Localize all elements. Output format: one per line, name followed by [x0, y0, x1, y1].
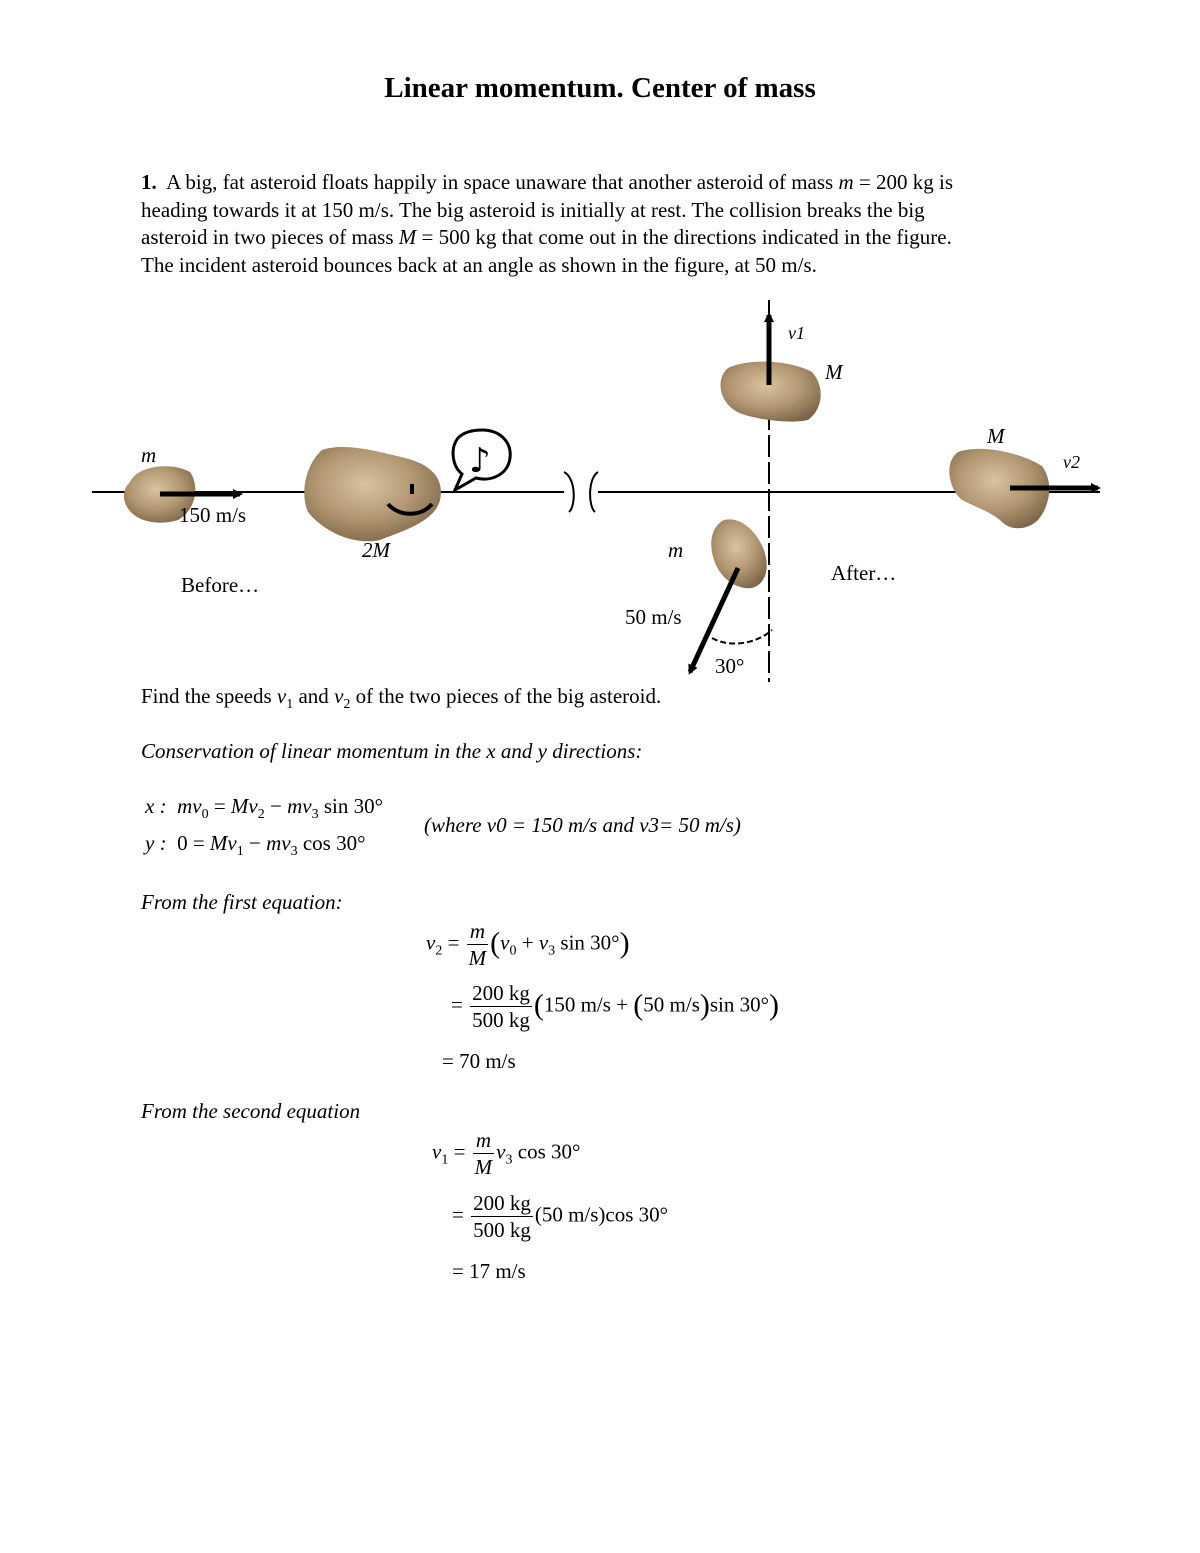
label-m-after: m [668, 538, 684, 562]
problem-statement [141, 169, 1071, 279]
problem-line-2: heading towards it at 150 m/s. The big asteroid is initially at rest. The collision breaks the big [141, 197, 925, 222]
label-M-top: M [825, 360, 843, 384]
label-v1: v1 [788, 323, 805, 343]
solution1-line2: = $\frac{200 kg}{500 kg}$ (150 m/s + (50 m/s)sin 30°) [451, 981, 780, 1032]
label-50: 50 m/s [625, 605, 682, 629]
axis-break-left [564, 472, 574, 512]
label-after: After… [831, 561, 897, 585]
label-M-right: M [987, 424, 1005, 448]
equation-x: x : $mv_0 = Mv_2 - mv_3$ sin 30° [145, 794, 383, 822]
conservation-heading: Conservation of linear momentum in the x and y directions: [141, 739, 643, 763]
equation-y: y : $0 = Mv_1 - mv_3$ cos 30° [145, 831, 366, 859]
solution1-line1: $v_2$ = $\frac{m}{M}$ ($v_0 + v_3$ sin 30°) [426, 919, 630, 970]
question-text: Find the speeds $v_1$ and $v_2$ of the two pieces of the big asteroid. [141, 684, 662, 712]
problem-line-4: The incident asteroid bounces back at an angle as shown in the figure, at 50 m/s. [141, 252, 817, 277]
solution2-line2: = $\frac{200 kg}{500 kg}$ (50 m/s)cos 30° [452, 1191, 669, 1242]
label-2M: 2M [362, 538, 390, 562]
solution2-line1: $v_1$ = $\frac{m}{M}$ $v_3$ cos 30° [432, 1128, 581, 1179]
label-150: 150 m/s [179, 503, 247, 527]
label-before: Before… [181, 573, 260, 597]
problem-line-3: asteroid in two pieces of mass M = 500 kg that come out in the directions indicated in the figure. [141, 225, 952, 249]
from-second-heading: From the second equation [141, 1099, 361, 1123]
where-note: (where v0 = 150 m/s and v3= 50 m/s) [424, 813, 741, 837]
label-m-before: m [141, 443, 157, 467]
big-asteroid-before [304, 447, 441, 541]
label-30deg: 30° [715, 654, 745, 678]
problem-number: 1. [141, 170, 157, 194]
axis-break-right [590, 472, 598, 512]
music-note-icon: ♪ [469, 441, 491, 481]
collision-figure [0, 290, 1200, 690]
angle-arc [712, 630, 772, 644]
solution2-result: = 17 m/s [452, 1259, 526, 1283]
small-asteroid-after [711, 519, 766, 588]
from-first-heading: From the first equation: [141, 890, 343, 914]
solution1-result: = 70 m/s [442, 1049, 516, 1073]
page-title: Linear momentum. Center of mass [384, 72, 816, 104]
label-v2: v2 [1063, 452, 1080, 472]
problem-line-1: 1. A big, fat asteroid floats happily in space unaware that another asteroid of mass m = 200 kg is [141, 170, 954, 194]
